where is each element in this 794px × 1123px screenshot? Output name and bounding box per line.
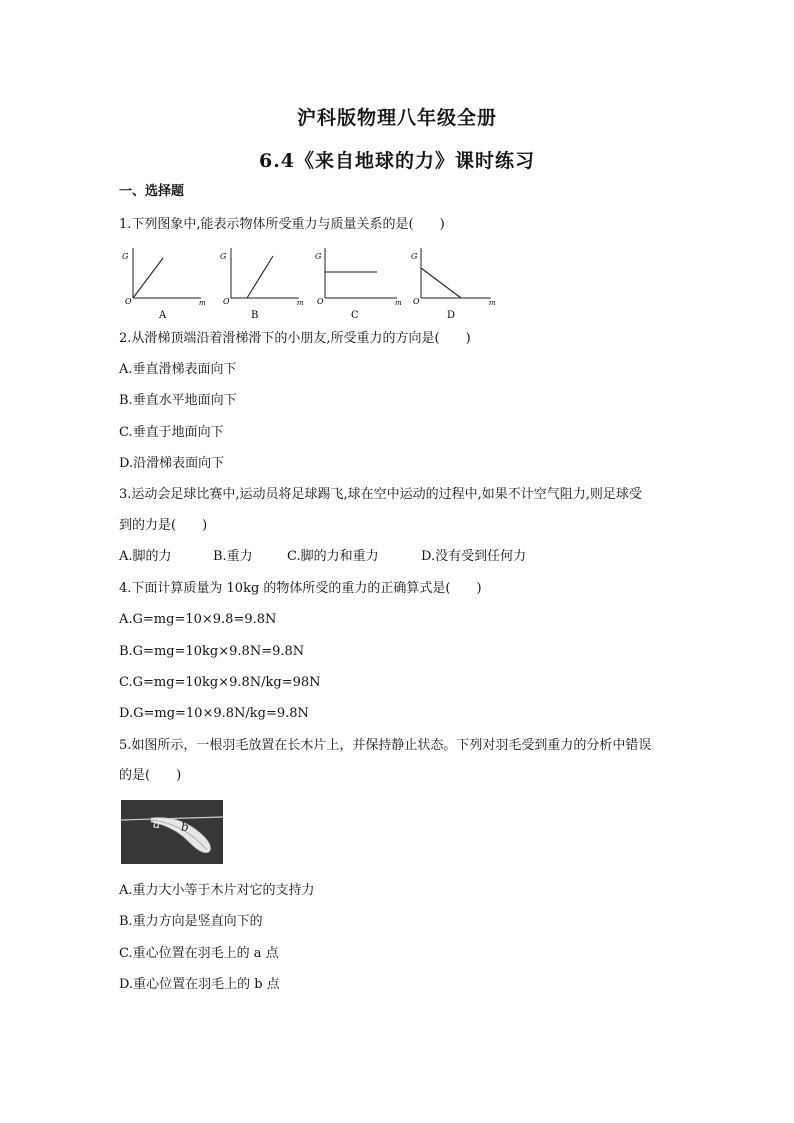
- graph-d-line: [421, 268, 461, 298]
- document-title: 沪科版物理八年级全册: [296, 107, 497, 129]
- photo-label-a: a: [153, 817, 161, 831]
- section-heading: 一、选择题: [119, 184, 185, 199]
- graph-c-plot: [315, 244, 405, 322]
- graph-b-caption: B: [251, 310, 259, 321]
- question-3-option-c: C.脚的力和重力: [287, 549, 379, 564]
- question-5-option-b: B.重力方向是竖直向下的: [119, 914, 263, 929]
- graph-a-line: [133, 258, 163, 298]
- question-5-option-a: A.重力大小等于木片对它的支持力: [119, 883, 315, 898]
- feather-photo-image: [121, 800, 223, 864]
- graph-c-caption: C: [351, 310, 359, 321]
- graph-d-x-label: m: [489, 299, 496, 307]
- graph-b-origin: O: [223, 297, 230, 306]
- question-2-option-c: C.垂直于地面向下: [119, 425, 224, 440]
- graph-c-x-label: m: [395, 299, 402, 307]
- question-3-option-a: A.脚的力: [119, 549, 172, 564]
- graph-c-origin: O: [317, 297, 324, 306]
- graph-d-caption: D: [447, 310, 456, 321]
- graph-b: [217, 244, 307, 322]
- question-5-stem-line-2: 的是( ): [119, 768, 182, 783]
- graph-d-y-label: G: [411, 252, 418, 261]
- question-3-stem-line-2: 到的力是( ): [119, 518, 208, 533]
- question-4-option-a: A.G=mg=10×9.8=9.8N: [119, 612, 277, 627]
- graph-c: [315, 244, 405, 322]
- graph-d-origin: O: [413, 297, 420, 306]
- question-2-option-a: A.垂直滑梯表面向下: [119, 362, 237, 377]
- question-4-option-c: C.G=mg=10kg×9.8N/kg=98N: [119, 675, 321, 690]
- question-2-option-d: D.沿滑梯表面向下: [119, 456, 225, 471]
- graph-b-line: [247, 256, 273, 298]
- graph-b-y-label: G: [220, 252, 227, 261]
- graph-a-x-label: m: [199, 299, 206, 307]
- question-3-option-d: D.没有受到任何力: [421, 549, 527, 564]
- graph-a: [119, 244, 209, 322]
- question-4-stem: 4.下面计算质量为 10kg 的物体所受的重力的正确算式是( ): [119, 581, 482, 596]
- question-3-options: [119, 548, 526, 566]
- feather-photo: [121, 800, 223, 864]
- photo-label-b: b: [181, 820, 189, 834]
- question-3-option-b: B.重力: [213, 549, 253, 564]
- question-2-option-b: B.垂直水平地面向下: [119, 393, 237, 408]
- graph-d-plot: [409, 244, 499, 322]
- graph-a-plot: [119, 244, 209, 322]
- graph-a-y-label: G: [122, 252, 129, 261]
- graph-a-origin: O: [125, 297, 132, 306]
- question-5-option-d: D.重心位置在羽毛上的 b 点: [119, 977, 280, 992]
- question-1-stem: 1.下列图象中,能表示物体所受重力与质量关系的是( ): [119, 217, 445, 232]
- question-5-option-c: C.重心位置在羽毛上的 a 点: [119, 946, 279, 961]
- question-4-option-d: D.G=mg=10×9.8N/kg=9.8N: [119, 706, 309, 721]
- document-subtitle: 6.4《来自地球的力》课时练习: [258, 150, 536, 172]
- question-5-stem-line-1: 5.如图所示，一根羽毛放置在长木片上，并保持静止状态。下列对羽毛受到重力的分析中错误: [119, 738, 652, 753]
- graph-b-x-label: m: [297, 299, 304, 307]
- graph-c-y-label: G: [315, 252, 322, 261]
- question-3-stem-line-1: 3.运动会足球比赛中,运动员将足球踢飞,球在空中运动的过程中,如果不计空气阻力,则足球受: [119, 487, 642, 502]
- graph-d: [409, 244, 499, 322]
- question-4-option-b: B.G=mg=10kg×9.8N=9.8N: [119, 644, 305, 659]
- graph-b-plot: [217, 244, 307, 322]
- graph-a-caption: A: [159, 310, 167, 321]
- question-1-graphs: [119, 244, 499, 324]
- question-2-stem: 2.从滑梯顶端沿着滑梯滑下的小朋友,所受重力的方向是( ): [119, 331, 471, 346]
